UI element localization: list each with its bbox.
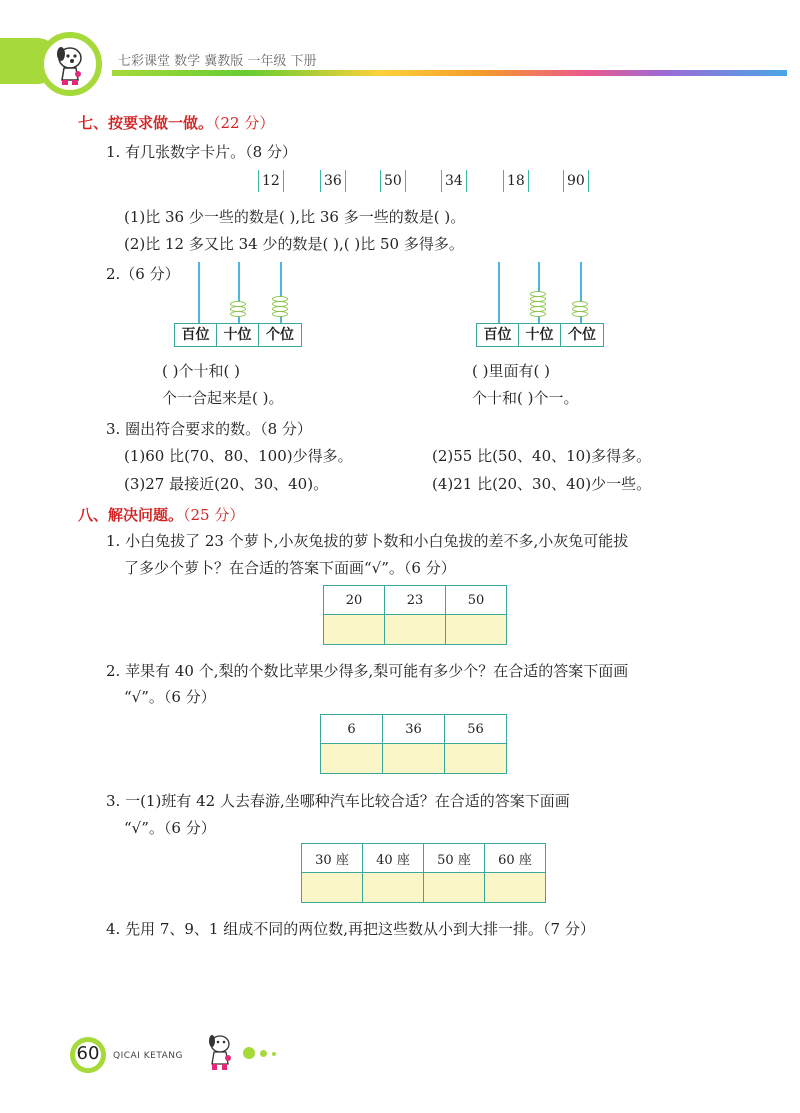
q8-1-line2: 了多少个萝卜？在合适的答案下面画“√”。（6 分） [124, 559, 456, 577]
option-cell: 56 [445, 715, 507, 744]
q8-3-line2: “√”。（6 分） [124, 819, 216, 837]
option-cell: 50 座 [424, 844, 485, 873]
abacus-right-beads-ones [572, 302, 590, 317]
q7-3-item1: (1)60 比(70、80、100)少得多。 [124, 447, 353, 465]
option-cell: 36 [383, 715, 445, 744]
header-title: 七彩课堂 数学 冀教版 一年级 下册 [118, 54, 317, 69]
q7-2-left-line1: ( )个十和( ) [162, 362, 240, 380]
answer-table-q8-1 [323, 585, 507, 645]
q8-1-line1: 1. 小白兔拔了 23 个萝卜,小灰兔拔的萝卜数和小白兔拔的差不多,小灰兔可能拔 [106, 532, 629, 550]
check-cell[interactable] [383, 744, 445, 774]
option-cell: 6 [321, 715, 383, 744]
q7-2-right-line2: 个十和( )个一。 [472, 389, 579, 407]
number-card: 18 [503, 170, 529, 192]
section-8-title: 八、解决问题。 [78, 506, 184, 524]
check-cell[interactable] [424, 873, 485, 903]
decor-dot [272, 1052, 276, 1056]
answer-table-q8-2 [320, 714, 507, 774]
page-number: 60 [76, 1043, 100, 1064]
q7-2-right-line1: ( )里面有( ) [472, 362, 550, 380]
place-value-label-left [174, 323, 302, 347]
check-cell[interactable] [485, 873, 546, 903]
number-card: 36 [320, 170, 346, 192]
section-8-points: （25 分） [183, 506, 245, 524]
abacus-right-rod-hundreds [498, 262, 500, 324]
abacus-left-beads-ones [272, 297, 290, 317]
section-7-heading [78, 112, 274, 133]
q7-3-stem: 3. 圈出符合要求的数。（8 分） [106, 420, 312, 438]
number-card: 12 [258, 170, 284, 192]
place-label-hundreds: 百位 [477, 324, 519, 346]
header-rainbow-bar [112, 70, 787, 76]
place-label-ones: 个位 [266, 327, 294, 343]
q8-2-line2: “√”。（6 分） [124, 688, 216, 706]
q8-2-line1: 2. 苹果有 40 个,梨的个数比苹果少得多,梨可能有多少个？在合适的答案下面画 [106, 662, 629, 680]
number-card: 34 [441, 170, 467, 192]
check-cell[interactable] [324, 615, 385, 645]
check-cell[interactable] [363, 873, 424, 903]
section-8-heading [78, 504, 244, 525]
place-label-tens: 十位 [217, 324, 259, 346]
place-label-hundreds: 百位 [175, 324, 217, 346]
q7-1-line2: (2)比 12 多又比 34 少的数是( ),( )比 50 多得多。 [124, 235, 464, 253]
option-cell: 23 [385, 586, 446, 615]
option-cell: 40 座 [363, 844, 424, 873]
dog-mascot-footer-icon [200, 1030, 240, 1076]
q7-1-stem: 1. 有几张数字卡片。（8 分） [106, 143, 297, 161]
q7-1-line1: (1)比 36 少一些的数是( ),比 36 多一些的数是( )。 [124, 208, 466, 226]
abacus-left-beads-tens [230, 302, 248, 317]
option-cell: 50 [446, 586, 507, 615]
q7-2-stem: 2.（6 分） [106, 265, 180, 283]
dog-mascot-icon [48, 40, 94, 90]
number-card: 90 [563, 170, 589, 192]
place-value-label-right [476, 323, 604, 347]
answer-table-q8-3 [301, 843, 546, 903]
number-card: 50 [380, 170, 406, 192]
check-cell[interactable] [446, 615, 507, 645]
place-label-tens: 十位 [519, 324, 561, 346]
q7-3-item4: (4)21 比(20、30、40)少一些。 [432, 475, 652, 493]
section-7-points: （22 分） [213, 114, 275, 132]
place-label-ones: 个位 [568, 327, 596, 343]
q8-4-line1: 4. 先用 7、9、1 组成不同的两位数,再把这些数从小到大排一排。（7 分） [106, 920, 595, 938]
option-cell: 30 座 [302, 844, 363, 873]
decor-dot [260, 1050, 267, 1057]
option-cell: 20 [324, 586, 385, 615]
abacus-right-beads-tens [530, 292, 548, 317]
q8-3-line1: 3. 一(1)班有 42 人去春游,坐哪种汽车比较合适？在合适的答案下面画 [106, 792, 570, 810]
q7-3-item2: (2)55 比(50、40、10)多得多。 [432, 447, 652, 465]
q7-3-item3: (3)27 最接近(20、30、40)。 [124, 475, 329, 493]
check-cell[interactable] [302, 873, 363, 903]
footer-brand: QICAI KETANG [113, 1051, 183, 1061]
option-cell: 60 座 [485, 844, 546, 873]
section-7-title: 七、按要求做一做。 [78, 114, 214, 132]
check-cell[interactable] [321, 744, 383, 774]
decor-dot [243, 1047, 255, 1059]
check-cell[interactable] [445, 744, 507, 774]
abacus-left-rod-hundreds [198, 262, 200, 324]
q7-2-left-line2: 个一合起来是( )。 [162, 389, 284, 407]
check-cell[interactable] [385, 615, 446, 645]
